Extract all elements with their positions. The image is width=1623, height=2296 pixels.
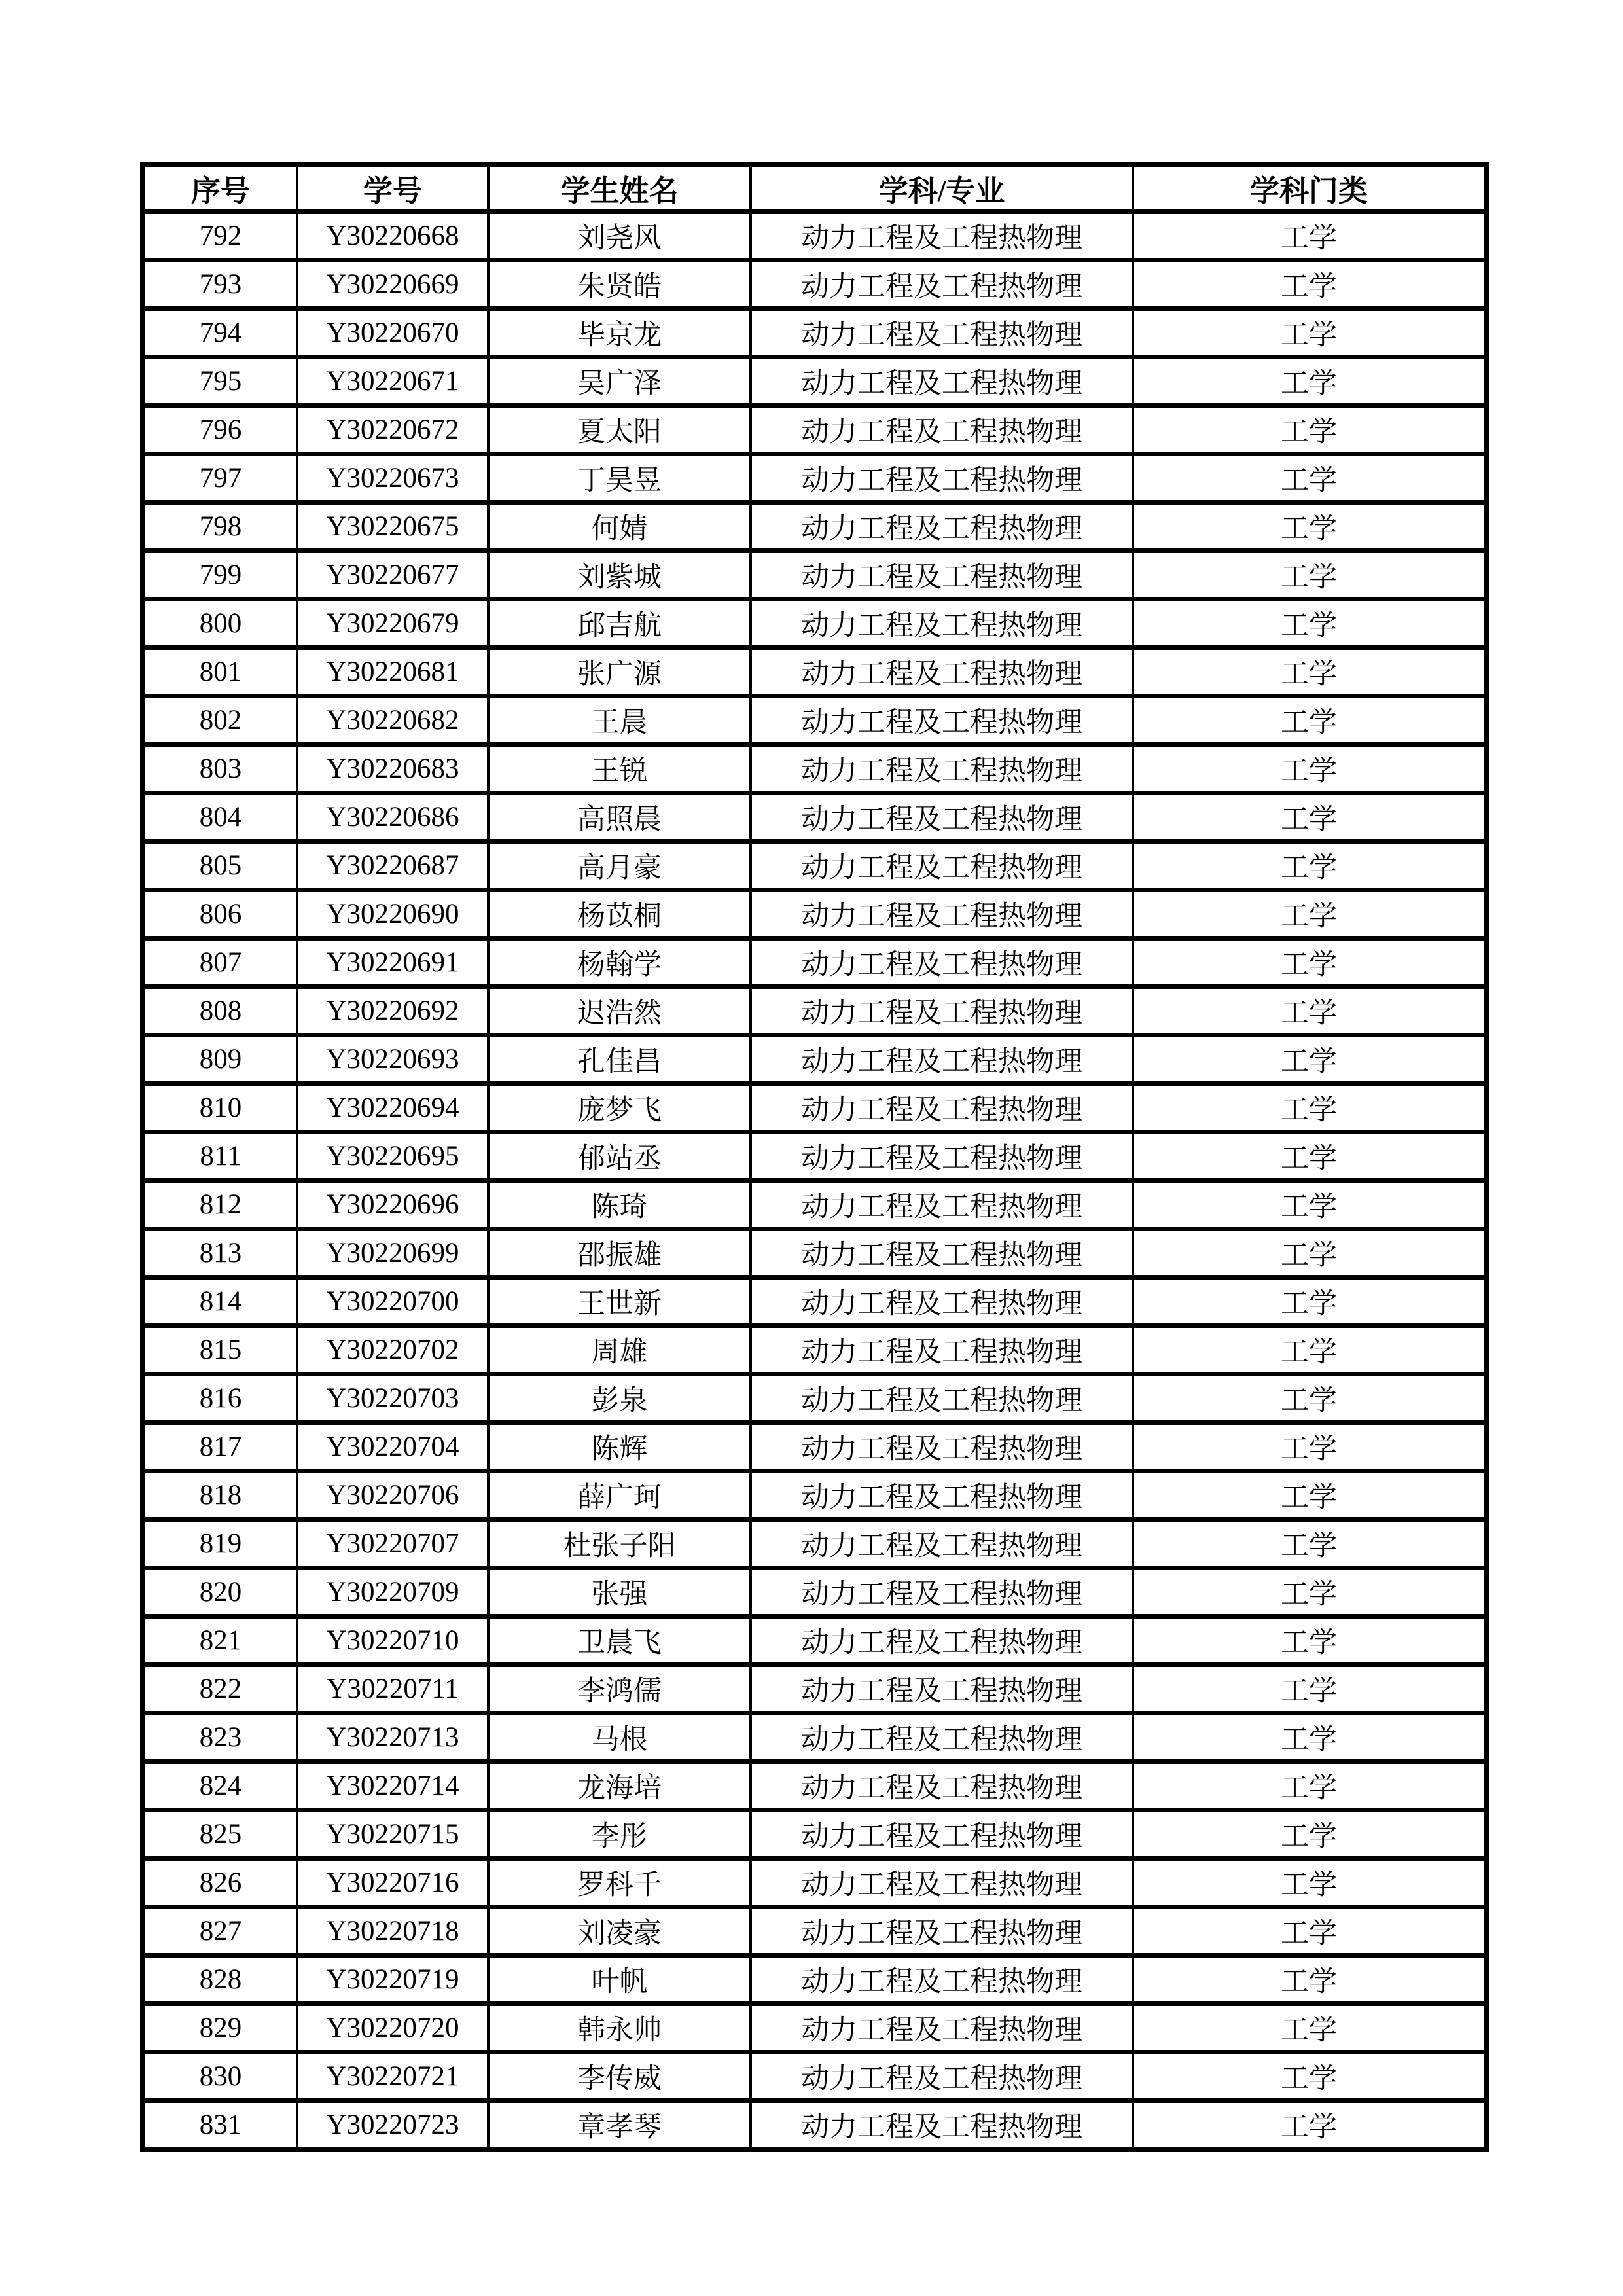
table-row <box>143 2004 1486 2053</box>
cell-index: 796 <box>143 406 297 454</box>
cell-student-name: 卫晨飞 <box>488 1617 751 1665</box>
table-row <box>143 696 1486 745</box>
cell-category: 工学 <box>1133 309 1486 357</box>
cell-major: 动力工程及工程热物理 <box>751 2053 1133 2101</box>
cell-student-id: Y30220690 <box>297 890 488 939</box>
cell-student-id: Y30220671 <box>297 357 488 406</box>
cell-student-name: 何婧 <box>488 503 751 551</box>
table-row <box>143 2101 1486 2150</box>
table-row <box>143 1762 1486 1810</box>
cell-index: 808 <box>143 987 297 1035</box>
cell-major: 动力工程及工程热物理 <box>751 890 1133 939</box>
cell-student-id: Y30220672 <box>297 406 488 454</box>
cell-index: 814 <box>143 1278 297 1326</box>
cell-category: 工学 <box>1133 1810 1486 1859</box>
cell-student-name: 周雄 <box>488 1326 751 1374</box>
cell-major: 动力工程及工程热物理 <box>751 1278 1133 1326</box>
cell-major: 动力工程及工程热物理 <box>751 696 1133 745</box>
cell-index: 809 <box>143 1035 297 1084</box>
cell-student-name: 丁昊昱 <box>488 454 751 503</box>
cell-student-name: 刘尧风 <box>488 212 751 260</box>
cell-student-name: 马根 <box>488 1713 751 1762</box>
cell-major: 动力工程及工程热物理 <box>751 2101 1133 2150</box>
table-row <box>143 987 1486 1035</box>
cell-student-id: Y30220670 <box>297 309 488 357</box>
cell-major: 动力工程及工程热物理 <box>751 406 1133 454</box>
table-row <box>143 260 1486 309</box>
cell-major: 动力工程及工程热物理 <box>751 309 1133 357</box>
cell-category: 工学 <box>1133 1520 1486 1568</box>
cell-student-name: 李鸿儒 <box>488 1665 751 1713</box>
cell-category: 工学 <box>1133 745 1486 793</box>
cell-student-name: 龙海培 <box>488 1762 751 1810</box>
cell-student-id: Y30220683 <box>297 745 488 793</box>
table-row <box>143 454 1486 503</box>
table-row <box>143 793 1486 842</box>
table-row <box>143 1810 1486 1859</box>
student-roster-table <box>140 162 1489 2152</box>
cell-index: 795 <box>143 357 297 406</box>
cell-index: 823 <box>143 1713 297 1762</box>
cell-category: 工学 <box>1133 2004 1486 2053</box>
cell-student-name: 高照晨 <box>488 793 751 842</box>
table-row <box>143 357 1486 406</box>
cell-major: 动力工程及工程热物理 <box>751 1665 1133 1713</box>
cell-student-name: 迟浩然 <box>488 987 751 1035</box>
cell-category: 工学 <box>1133 454 1486 503</box>
table-row <box>143 890 1486 939</box>
cell-student-id: Y30220695 <box>297 1132 488 1181</box>
cell-index: 820 <box>143 1568 297 1617</box>
cell-category: 工学 <box>1133 503 1486 551</box>
cell-index: 827 <box>143 1907 297 1956</box>
table-row <box>143 1520 1486 1568</box>
table-row <box>143 1956 1486 2004</box>
cell-major: 动力工程及工程热物理 <box>751 1471 1133 1520</box>
cell-major: 动力工程及工程热物理 <box>751 357 1133 406</box>
cell-major: 动力工程及工程热物理 <box>751 600 1133 648</box>
cell-index: 793 <box>143 260 297 309</box>
table-row <box>143 648 1486 696</box>
cell-index: 831 <box>143 2101 297 2150</box>
cell-student-id: Y30220703 <box>297 1374 488 1423</box>
cell-student-id: Y30220696 <box>297 1181 488 1229</box>
table-row <box>143 1132 1486 1181</box>
cell-category: 工学 <box>1133 1907 1486 1956</box>
cell-major: 动力工程及工程热物理 <box>751 1907 1133 1956</box>
header-category: 学科门类 <box>1133 164 1486 212</box>
cell-student-name: 杨翰学 <box>488 939 751 987</box>
cell-major: 动力工程及工程热物理 <box>751 454 1133 503</box>
cell-category: 工学 <box>1133 1762 1486 1810</box>
cell-index: 805 <box>143 842 297 890</box>
cell-index: 821 <box>143 1617 297 1665</box>
cell-category: 工学 <box>1133 1956 1486 2004</box>
table-row <box>143 1665 1486 1713</box>
cell-student-name: 王晨 <box>488 696 751 745</box>
table-row <box>143 1326 1486 1374</box>
table-row <box>143 1084 1486 1132</box>
cell-major: 动力工程及工程热物理 <box>751 1084 1133 1132</box>
cell-student-name: 李彤 <box>488 1810 751 1859</box>
cell-category: 工学 <box>1133 1859 1486 1907</box>
cell-student-name: 张广源 <box>488 648 751 696</box>
table-row <box>143 1617 1486 1665</box>
cell-index: 804 <box>143 793 297 842</box>
cell-student-name: 陈琦 <box>488 1181 751 1229</box>
cell-student-name: 朱贤皓 <box>488 260 751 309</box>
header-major: 学科/专业 <box>751 164 1133 212</box>
cell-student-name: 吴广泽 <box>488 357 751 406</box>
cell-major: 动力工程及工程热物理 <box>751 1374 1133 1423</box>
cell-category: 工学 <box>1133 1423 1486 1471</box>
cell-major: 动力工程及工程热物理 <box>751 1423 1133 1471</box>
cell-index: 817 <box>143 1423 297 1471</box>
cell-student-name: 郁站丞 <box>488 1132 751 1181</box>
cell-student-name: 杨苡桐 <box>488 890 751 939</box>
cell-major: 动力工程及工程热物理 <box>751 793 1133 842</box>
header-index: 序号 <box>143 164 297 212</box>
cell-student-name: 张强 <box>488 1568 751 1617</box>
cell-category: 工学 <box>1133 1568 1486 1617</box>
cell-category: 工学 <box>1133 260 1486 309</box>
cell-student-id: Y30220673 <box>297 454 488 503</box>
cell-category: 工学 <box>1133 212 1486 260</box>
cell-category: 工学 <box>1133 1713 1486 1762</box>
cell-major: 动力工程及工程热物理 <box>751 939 1133 987</box>
cell-index: 822 <box>143 1665 297 1713</box>
cell-student-id: Y30220700 <box>297 1278 488 1326</box>
cell-student-name: 韩永帅 <box>488 2004 751 2053</box>
cell-category: 工学 <box>1133 357 1486 406</box>
cell-category: 工学 <box>1133 1326 1486 1374</box>
cell-student-id: Y30220694 <box>297 1084 488 1132</box>
cell-index: 810 <box>143 1084 297 1132</box>
cell-student-id: Y30220707 <box>297 1520 488 1568</box>
table-row <box>143 842 1486 890</box>
cell-category: 工学 <box>1133 406 1486 454</box>
cell-student-name: 刘凌豪 <box>488 1907 751 1956</box>
cell-category: 工学 <box>1133 1181 1486 1229</box>
cell-student-name: 孔佳昌 <box>488 1035 751 1084</box>
cell-index: 813 <box>143 1229 297 1278</box>
table-row <box>143 406 1486 454</box>
cell-student-id: Y30220681 <box>297 648 488 696</box>
cell-category: 工学 <box>1133 648 1486 696</box>
cell-student-id: Y30220702 <box>297 1326 488 1374</box>
cell-student-name: 王锐 <box>488 745 751 793</box>
cell-student-id: Y30220715 <box>297 1810 488 1859</box>
cell-index: 824 <box>143 1762 297 1810</box>
cell-major: 动力工程及工程热物理 <box>751 2004 1133 2053</box>
cell-category: 工学 <box>1133 696 1486 745</box>
cell-index: 800 <box>143 600 297 648</box>
cell-major: 动力工程及工程热物理 <box>751 1762 1133 1810</box>
table-row <box>143 745 1486 793</box>
cell-category: 工学 <box>1133 1084 1486 1132</box>
cell-index: 806 <box>143 890 297 939</box>
cell-student-name: 薛广珂 <box>488 1471 751 1520</box>
cell-major: 动力工程及工程热物理 <box>751 745 1133 793</box>
table-row <box>143 1278 1486 1326</box>
cell-index: 794 <box>143 309 297 357</box>
cell-category: 工学 <box>1133 939 1486 987</box>
cell-index: 811 <box>143 1132 297 1181</box>
cell-major: 动力工程及工程热物理 <box>751 1617 1133 1665</box>
cell-category: 工学 <box>1133 793 1486 842</box>
cell-student-name: 邱吉航 <box>488 600 751 648</box>
cell-major: 动力工程及工程热物理 <box>751 1181 1133 1229</box>
table-row <box>143 2053 1486 2101</box>
cell-index: 798 <box>143 503 297 551</box>
cell-student-name: 叶帆 <box>488 1956 751 2004</box>
table-row <box>143 1035 1486 1084</box>
table-header-row <box>143 164 1486 212</box>
table-row <box>143 1181 1486 1229</box>
cell-student-name: 李传威 <box>488 2053 751 2101</box>
cell-index: 815 <box>143 1326 297 1374</box>
cell-index: 830 <box>143 2053 297 2101</box>
cell-student-id: Y30220677 <box>297 551 488 600</box>
cell-index: 807 <box>143 939 297 987</box>
cell-index: 826 <box>143 1859 297 1907</box>
table-row <box>143 309 1486 357</box>
cell-index: 797 <box>143 454 297 503</box>
cell-category: 工学 <box>1133 1035 1486 1084</box>
cell-student-id: Y30220720 <box>297 2004 488 2053</box>
cell-category: 工学 <box>1133 2101 1486 2150</box>
cell-index: 792 <box>143 212 297 260</box>
cell-student-id: Y30220711 <box>297 1665 488 1713</box>
cell-major: 动力工程及工程热物理 <box>751 1326 1133 1374</box>
cell-category: 工学 <box>1133 1617 1486 1665</box>
cell-student-id: Y30220719 <box>297 1956 488 2004</box>
cell-major: 动力工程及工程热物理 <box>751 212 1133 260</box>
cell-student-id: Y30220718 <box>297 1907 488 1956</box>
cell-student-name: 杜张子阳 <box>488 1520 751 1568</box>
cell-student-id: Y30220716 <box>297 1859 488 1907</box>
cell-student-id: Y30220682 <box>297 696 488 745</box>
cell-category: 工学 <box>1133 600 1486 648</box>
cell-category: 工学 <box>1133 1665 1486 1713</box>
cell-student-id: Y30220691 <box>297 939 488 987</box>
cell-major: 动力工程及工程热物理 <box>751 551 1133 600</box>
table-row <box>143 1423 1486 1471</box>
cell-major: 动力工程及工程热物理 <box>751 1229 1133 1278</box>
student-table-body <box>143 212 1486 2150</box>
table-row <box>143 1471 1486 1520</box>
cell-major: 动力工程及工程热物理 <box>751 260 1133 309</box>
cell-major: 动力工程及工程热物理 <box>751 1713 1133 1762</box>
cell-student-id: Y30220721 <box>297 2053 488 2101</box>
cell-student-name: 章孝琴 <box>488 2101 751 2150</box>
cell-student-name: 高月豪 <box>488 842 751 890</box>
cell-index: 828 <box>143 1956 297 2004</box>
cell-student-id: Y30220706 <box>297 1471 488 1520</box>
cell-index: 818 <box>143 1471 297 1520</box>
table-row <box>143 1374 1486 1423</box>
cell-student-id: Y30220675 <box>297 503 488 551</box>
cell-student-id: Y30220713 <box>297 1713 488 1762</box>
cell-index: 802 <box>143 696 297 745</box>
cell-student-id: Y30220704 <box>297 1423 488 1471</box>
cell-student-id: Y30220699 <box>297 1229 488 1278</box>
cell-student-name: 罗科千 <box>488 1859 751 1907</box>
cell-category: 工学 <box>1133 842 1486 890</box>
cell-major: 动力工程及工程热物理 <box>751 1568 1133 1617</box>
cell-student-name: 王世新 <box>488 1278 751 1326</box>
cell-student-name: 毕京龙 <box>488 309 751 357</box>
cell-major: 动力工程及工程热物理 <box>751 1035 1133 1084</box>
cell-student-id: Y30220710 <box>297 1617 488 1665</box>
cell-major: 动力工程及工程热物理 <box>751 648 1133 696</box>
cell-major: 动力工程及工程热物理 <box>751 503 1133 551</box>
cell-student-id: Y30220693 <box>297 1035 488 1084</box>
cell-category: 工学 <box>1133 1278 1486 1326</box>
cell-major: 动力工程及工程热物理 <box>751 1810 1133 1859</box>
cell-student-name: 刘紫城 <box>488 551 751 600</box>
table-row <box>143 551 1486 600</box>
cell-index: 812 <box>143 1181 297 1229</box>
cell-category: 工学 <box>1133 551 1486 600</box>
table-row <box>143 1568 1486 1617</box>
cell-major: 动力工程及工程热物理 <box>751 1132 1133 1181</box>
cell-index: 819 <box>143 1520 297 1568</box>
cell-student-name: 夏太阳 <box>488 406 751 454</box>
cell-student-name: 邵振雄 <box>488 1229 751 1278</box>
cell-major: 动力工程及工程热物理 <box>751 1956 1133 2004</box>
table-row <box>143 212 1486 260</box>
cell-index: 801 <box>143 648 297 696</box>
cell-major: 动力工程及工程热物理 <box>751 1859 1133 1907</box>
cell-student-id: Y30220692 <box>297 987 488 1035</box>
cell-student-id: Y30220686 <box>297 793 488 842</box>
cell-student-id: Y30220687 <box>297 842 488 890</box>
table-row <box>143 600 1486 648</box>
cell-category: 工学 <box>1133 2053 1486 2101</box>
cell-student-id: Y30220679 <box>297 600 488 648</box>
header-student-name: 学生姓名 <box>488 164 751 212</box>
header-student-id: 学号 <box>297 164 488 212</box>
cell-student-id: Y30220714 <box>297 1762 488 1810</box>
cell-index: 799 <box>143 551 297 600</box>
cell-student-id: Y30220668 <box>297 212 488 260</box>
cell-index: 816 <box>143 1374 297 1423</box>
cell-index: 803 <box>143 745 297 793</box>
cell-category: 工学 <box>1133 1229 1486 1278</box>
cell-major: 动力工程及工程热物理 <box>751 1520 1133 1568</box>
cell-index: 829 <box>143 2004 297 2053</box>
cell-major: 动力工程及工程热物理 <box>751 842 1133 890</box>
cell-student-name: 彭泉 <box>488 1374 751 1423</box>
table-row <box>143 1713 1486 1762</box>
table-row <box>143 939 1486 987</box>
table-row <box>143 1907 1486 1956</box>
cell-student-id: Y30220723 <box>297 2101 488 2150</box>
cell-student-id: Y30220709 <box>297 1568 488 1617</box>
cell-category: 工学 <box>1133 1471 1486 1520</box>
cell-category: 工学 <box>1133 987 1486 1035</box>
cell-major: 动力工程及工程热物理 <box>751 987 1133 1035</box>
table-row <box>143 503 1486 551</box>
cell-student-id: Y30220669 <box>297 260 488 309</box>
cell-category: 工学 <box>1133 1374 1486 1423</box>
table-row <box>143 1859 1486 1907</box>
cell-student-name: 陈辉 <box>488 1423 751 1471</box>
cell-student-name: 庞梦飞 <box>488 1084 751 1132</box>
table-row <box>143 1229 1486 1278</box>
cell-index: 825 <box>143 1810 297 1859</box>
cell-category: 工学 <box>1133 1132 1486 1181</box>
cell-category: 工学 <box>1133 890 1486 939</box>
